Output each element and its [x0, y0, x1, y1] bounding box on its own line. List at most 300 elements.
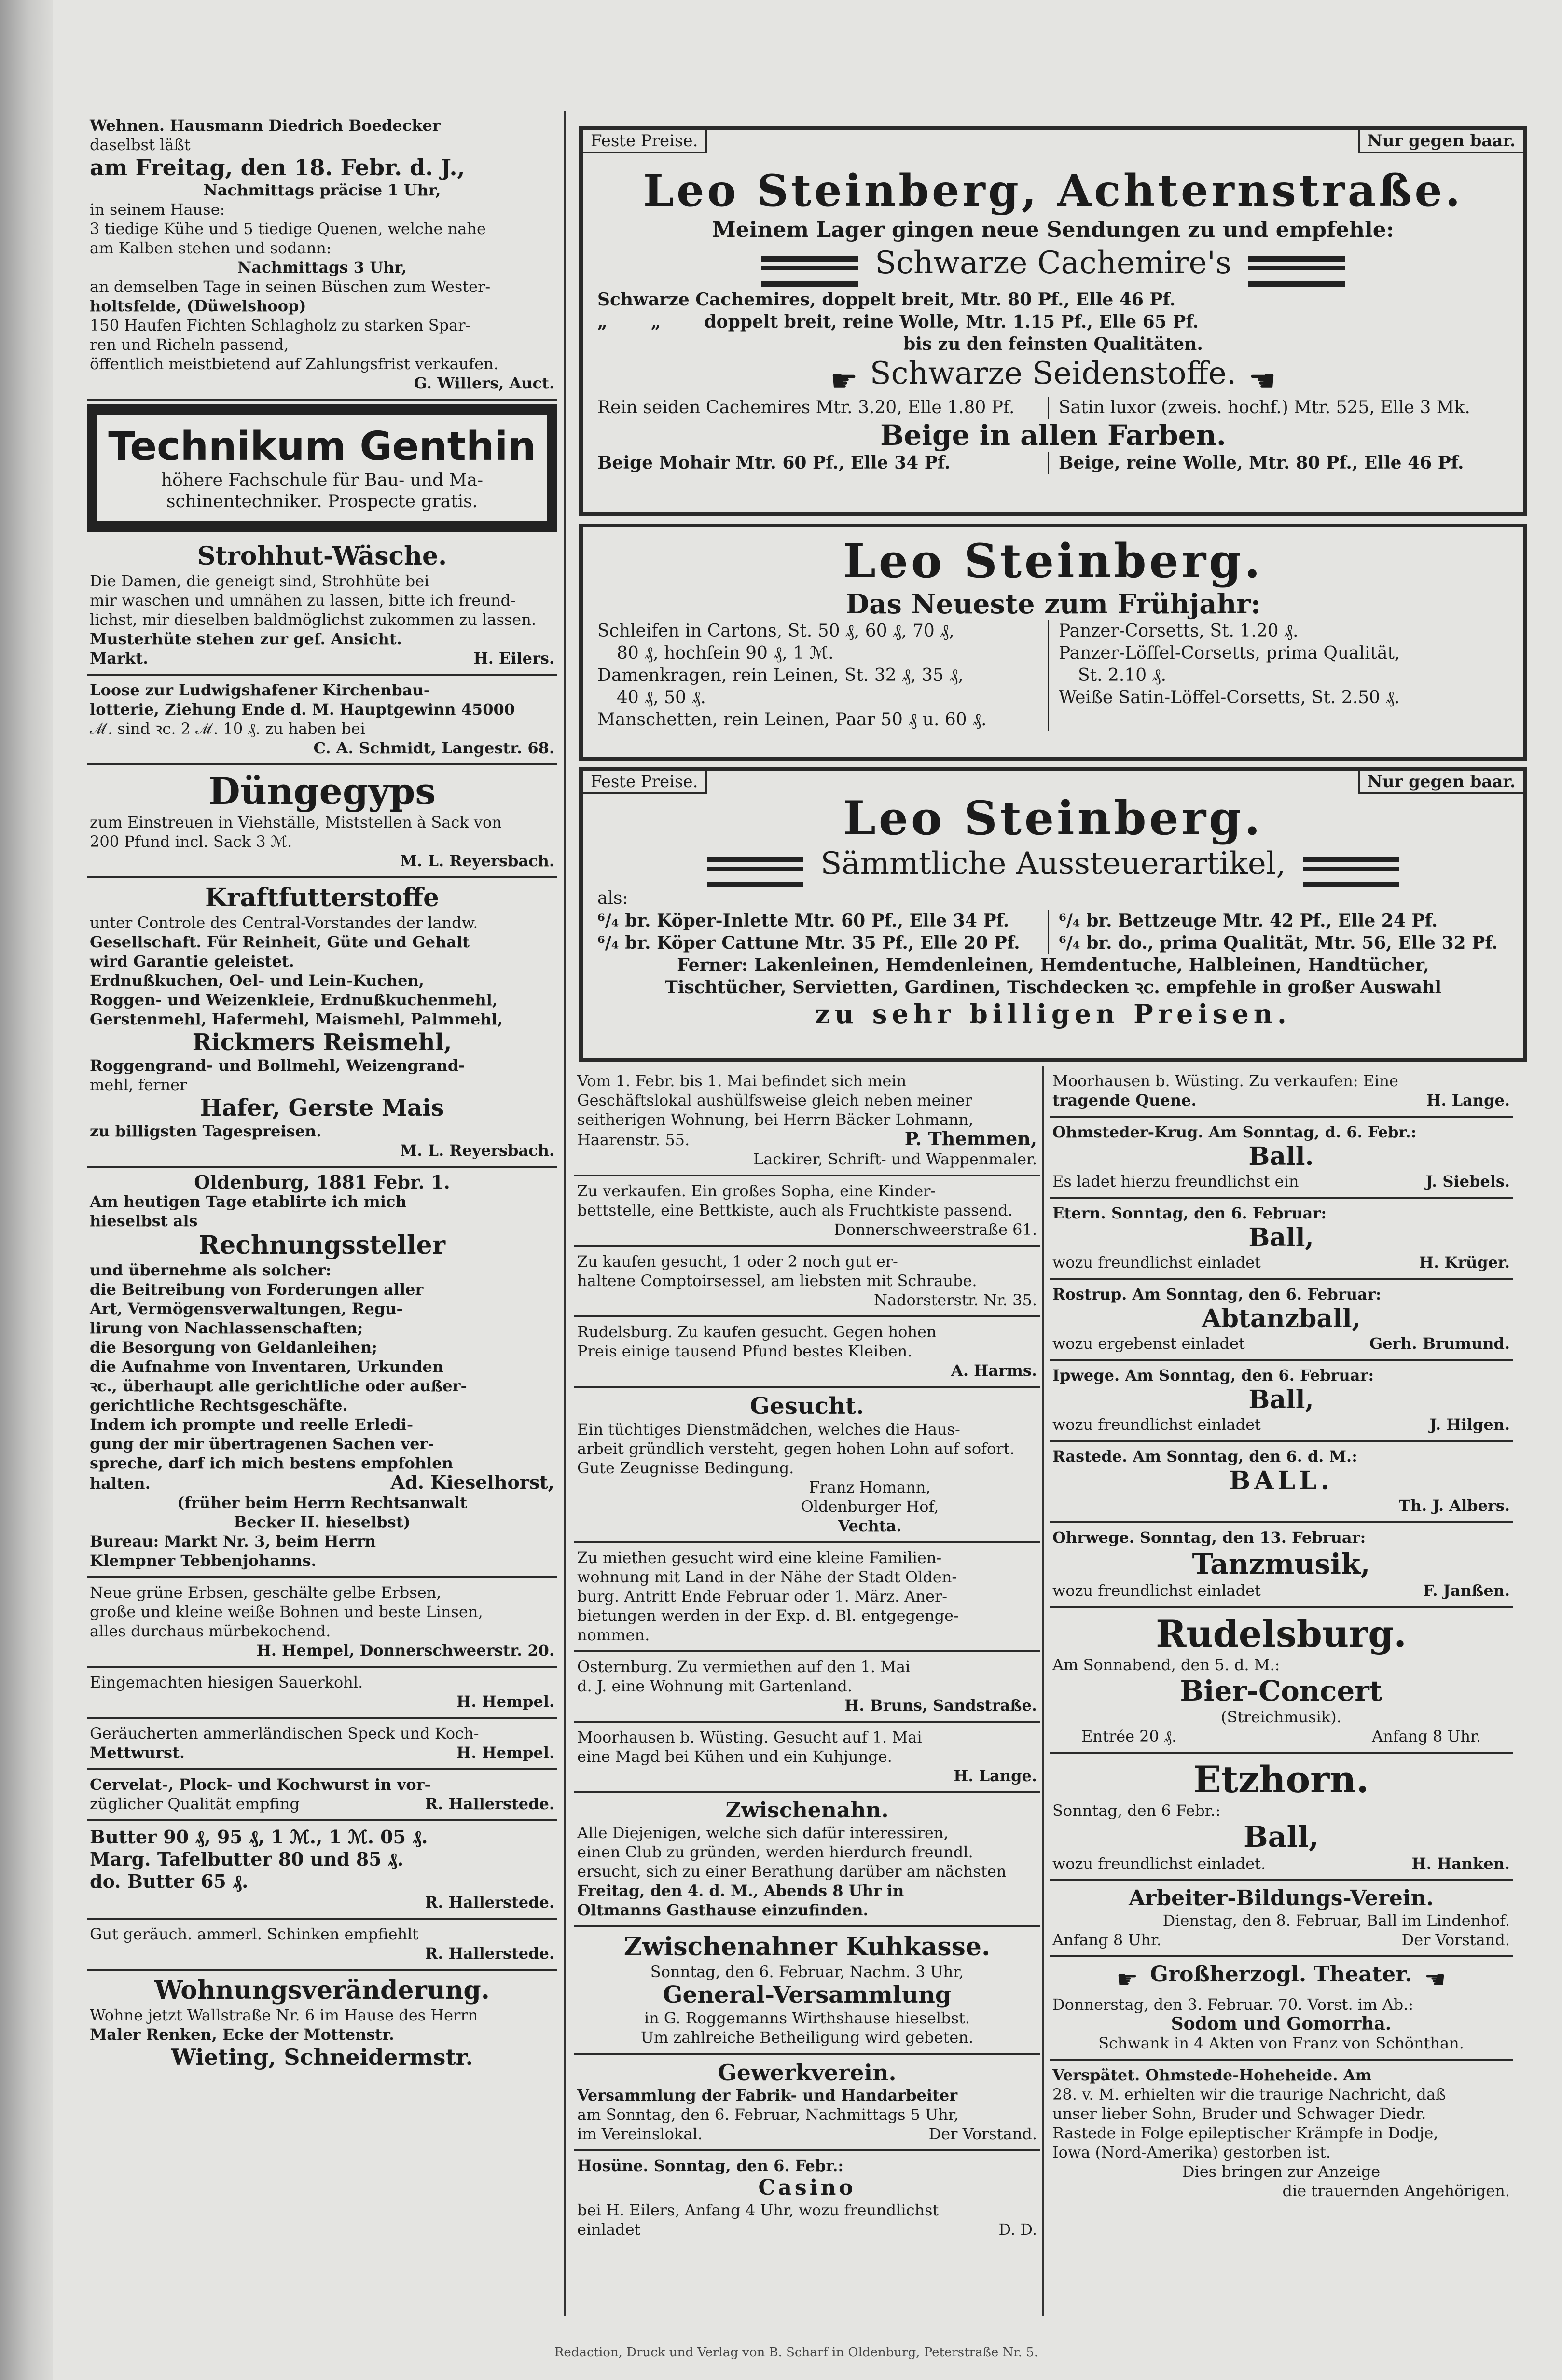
rechnung-line: Bureau: Markt Nr. 3, beim Herrn — [90, 1532, 376, 1550]
miethen-line: wohnung mit Land in der Nähe der Stadt Olden- — [577, 1568, 957, 1586]
ad-themmen — [574, 1066, 1040, 1176]
aussteuer-line: ⁶/₄ br. Köper-Inlette Mtr. 60 Pf., Elle 34 Pf. — [597, 910, 1009, 931]
ad-kraftfutter — [87, 878, 557, 1168]
hempel-row — [90, 1743, 554, 1762]
zwischenahn-line: einen Club zu gründen, werden hierdurch freundl. — [577, 1843, 973, 1861]
technikum-line: schinentechniker. Prospecte gratis. — [166, 492, 478, 512]
rostrup-row — [1052, 1334, 1510, 1353]
beige-col-right — [1048, 452, 1509, 474]
themmen-line: Geschäftslokal aushülfsweise gleich neben meiner — [577, 1091, 972, 1109]
ad-osternburg — [574, 1652, 1040, 1723]
cachemire-heading-row — [597, 245, 1509, 287]
technikum-panel — [97, 415, 547, 521]
ad-hallerstede-wurst — [87, 1770, 557, 1821]
pointing-hand-left-icon: ☚ — [1424, 1965, 1446, 1993]
lotterie-line: ℳ. sind ꝛc. 2 ℳ. 10 ₰. zu haben bei — [90, 720, 365, 738]
wohnung-line: Wohne jetzt Wallstraße Nr. 6 im Hause des Herrn — [90, 2006, 478, 2024]
fruehjahr-line: Panzer-Löffel-Corsetts, prima Qualität, — [1059, 643, 1400, 663]
aussteuer-prices — [597, 910, 1509, 954]
ipwege-heading: Ball, — [1248, 1385, 1314, 1414]
hosuene-line: Hosüne. Sonntag, den 6. Febr.: — [577, 2157, 844, 2175]
auction-line: 3 tiedige Kühe und 5 tiedige Quenen, welche nahe — [90, 220, 486, 238]
rechnung-line: die Aufnahme von Inventaren, Urkunden — [90, 1357, 444, 1376]
column-middle — [574, 1066, 1040, 2245]
kraftfutter-hafer: Hafer, Gerste Mais — [200, 1094, 444, 1121]
etern-heading: Ball, — [1248, 1223, 1314, 1252]
ad-etern — [1050, 1199, 1513, 1280]
fruehjahr-col-right — [1048, 620, 1509, 731]
zwischenahn-line: ersucht, sich zu einer Berathung darüber am nächsten — [577, 1862, 1007, 1881]
ipwege-line: wozu freundlichst einladet — [1052, 1415, 1261, 1434]
lotterie-line: lotterie, Ziehung Ende d. M. Hauptgewinn 45000 — [90, 700, 515, 719]
rule-ornament — [1248, 256, 1345, 287]
rostrup-signature: Gerh. Brumund. — [1369, 1334, 1510, 1353]
moorhausen-line: Moorhausen b. Wüsting. Gesucht auf 1. Mai — [577, 1728, 922, 1746]
wohnung-line: Maler Renken, Ecke der Mottenstr. — [90, 2025, 395, 2044]
rudel-signature: A. Harms. — [951, 1361, 1037, 1380]
seide-line: Rein seiden Cachemires Mtr. 3.20, Elle 1.80 Pf. — [597, 398, 1015, 417]
miethen-line: bietungen werden in der Exp. d. Bl. entgegenge- — [577, 1606, 959, 1625]
seide-col-right — [1048, 397, 1509, 419]
gewerkverein-line: Versammlung der Fabrik- und Handarbeiter — [577, 2086, 958, 2104]
rule-ornament — [1303, 857, 1399, 887]
ad-rostrup — [1050, 1280, 1513, 1361]
todesanzeige-line: 28. v. M. erhielten wir die traurige Nachricht, daß — [1052, 2085, 1446, 2103]
comptoir-line: haltene Comptoirsessel, am liebsten mit Schraube. — [577, 1272, 977, 1290]
etzhorn-heading: Etzhorn. — [1193, 1758, 1369, 1801]
cachemire-heading: Schwarze Cachemire's — [875, 245, 1231, 281]
rudelsburg-line: Am Sonnabend, den 5. d. M.: — [1052, 1656, 1280, 1674]
steinberg-name: Leo Steinberg. — [843, 534, 1263, 588]
lotterie-line: Loose zur Ludwigshafener Kirchenbau- — [90, 681, 430, 699]
fruehjahr-columns — [597, 620, 1509, 731]
fruehjahr-line: Schleifen in Cartons, St. 50 ₰, 60 ₰, 70 ₰, — [597, 621, 954, 641]
auction-line: 150 Haufen Fichten Schlagholz zu starken Spar- — [90, 316, 471, 334]
wohnung-signature: Wieting, Schneidermstr. — [171, 2044, 473, 2070]
zwischenahn-line: Alle Diejenigen, welche sich dafür interessiren, — [577, 1824, 949, 1842]
beige-line: Beige, reine Wolle, Mtr. 80 Pf., Elle 46 Pf. — [1059, 453, 1464, 473]
rudelsburg-line: Anfang 8 Uhr. — [1372, 1727, 1481, 1745]
zwischenahn-heading: Zwischenahn. — [725, 1798, 889, 1823]
auction-date: am Freitag, den 18. Febr. d. J., — [90, 154, 465, 180]
ad-hallerstede-butter — [87, 1821, 557, 1920]
cachemire-line: bis zu den feinsten Qualitäten. — [903, 333, 1203, 354]
ad-duengegyps — [87, 765, 557, 878]
hempel-line: alles durchaus mürbekochend. — [90, 1622, 331, 1640]
ad-wohnung — [87, 1971, 557, 2076]
ad-hosuene-casino — [574, 2151, 1040, 2245]
rechnung-line: Art, Vermögensverwaltungen, Regu- — [90, 1300, 403, 1318]
theater-line: Donnerstag, den 3. Februar. 70. Vorst. im Ab.: — [1052, 1995, 1414, 2014]
rechnung-line: Becker II. hieselbst) — [234, 1513, 411, 1531]
sopha-line: Donnerschweerstraße 61. — [834, 1220, 1037, 1239]
hosuene-row — [577, 2220, 1037, 2239]
miethen-line: burg. Antritt Ende Februar oder 1. März. Aner- — [577, 1587, 948, 1605]
gesucht-signature: Oldenburger Hof, — [801, 1497, 939, 1516]
hallerstede-price: Marg. Tafelbutter 80 und 85 ₰. — [90, 1848, 404, 1870]
ad-rudelsburg-kleiben — [574, 1317, 1040, 1388]
auction-line: am Kalben stehen und sodann: — [90, 239, 332, 257]
rechnung-line: (früher beim Herrn Rechtsanwalt — [177, 1494, 467, 1512]
auction-time: Nachmittags 3 Uhr, — [237, 258, 407, 277]
themmen-line: Lackirer, Schrift- und Wappenmaler. — [753, 1150, 1037, 1168]
imprint-footer: Redaction, Druck und Verlag von B. Scharf in Oldenburg, Peterstraße Nr. 5. — [554, 2345, 1038, 2360]
rudelsburg-row — [1052, 1727, 1510, 1746]
etzhorn-signature: H. Hanken. — [1411, 1854, 1510, 1873]
miethen-line: Zu miethen gesucht wird eine kleine Familien- — [577, 1549, 942, 1567]
kraftfutter-line: wird Garantie geleistet. — [90, 952, 294, 970]
ad-moorhausen-magd — [574, 1723, 1040, 1793]
hosuene-signature: D. D. — [998, 2220, 1037, 2239]
fruehjahr-line: St. 2.10 ₰. — [1078, 665, 1167, 685]
ad-ipwege — [1050, 1361, 1513, 1442]
gesucht-signature: Vechta. — [838, 1517, 902, 1535]
steinberg-name: Leo Steinberg, Achternstraße. — [643, 165, 1464, 216]
ad-gesucht — [574, 1388, 1040, 1543]
ad-auction-boedecker — [87, 111, 557, 401]
rechnung-line: lirung von Nachlassenschaften; — [90, 1319, 363, 1337]
sopha-line: bettstelle, eine Bettkiste, auch als Fruchtkiste passend. — [577, 1201, 1013, 1219]
strohhut-location: Markt. — [90, 649, 149, 667]
ad-steinberg-aussteuer — [579, 767, 1527, 1062]
zwischenahn-line: Freitag, den 4. d. M., Abends 8 Uhr in — [577, 1882, 904, 1900]
kuhkasse-heading: Zwischenahner Kuhkasse. — [623, 1932, 991, 1962]
rechnung-line: die Besorgung von Geldanleihen; — [90, 1338, 378, 1356]
aussteuer-heading: Sämmtliche Aussteuerartikel, — [820, 846, 1286, 882]
pointing-hand-right-icon: ☛ — [1116, 1965, 1138, 1993]
gewerkverein-row — [577, 2124, 1037, 2144]
steinberg-name: Leo Steinberg. — [843, 791, 1263, 845]
auction-line: öffentlich meistbietend auf Zahlungsfrist verkaufen. — [90, 355, 498, 373]
hempel-line: Geräucherten ammerländischen Speck und Koch- — [90, 1724, 479, 1743]
rechnung-signature: Ad. Kieselhorst, — [390, 1471, 554, 1493]
hallerstede-line: Gut geräuch. ammerl. Schinken empfiehlt — [90, 1925, 419, 1943]
ohm-row — [1052, 1172, 1510, 1191]
rechnung-line: gerichtliche Rechtsgeschäfte. — [90, 1396, 348, 1414]
seide-heading-row — [597, 355, 1509, 397]
ad-sopha — [574, 1176, 1040, 1247]
hallerstede-signature: R. Hallerstede. — [425, 1944, 554, 1963]
todesanzeige-line: Dies bringen zur Anzeige — [1182, 2162, 1381, 2181]
technikum-line: höhere Fachschule für Bau- und Ma- — [161, 470, 484, 490]
rudelsburg-concert: Bier-Concert — [1180, 1674, 1382, 1707]
ditto-mark: „ — [650, 311, 661, 332]
beige-heading: Beige in allen Farben. — [880, 419, 1226, 452]
aussteuer-line: Tischtücher, Servietten, Gardinen, Tischdecken ꝛc. empfehle in großer Auswahl — [664, 977, 1442, 997]
arbeiter-line: Anfang 8 Uhr. — [1052, 1931, 1161, 1949]
rechnung-line: hieselbst als — [90, 1212, 198, 1230]
rudelsburg-line: (Streichmusik). — [1221, 1708, 1341, 1726]
fruehjahr-col-left — [597, 620, 1048, 731]
hosuene-line: bei H. Eilers, Anfang 4 Uhr, wozu freundlichst — [577, 2201, 939, 2219]
gesucht-signature: Franz Homann, — [809, 1478, 931, 1496]
cachemire-line: Schwarze Cachemires, doppelt breit, Mtr. 80 Pf., Elle 46 Pf. — [597, 289, 1176, 310]
hallerstede-line: Cervelat-, Plock- und Kochwurst in vor- — [90, 1775, 431, 1794]
gewerkverein-heading: Gewerkverein. — [718, 2060, 897, 2086]
ad-zwischenahn-club — [574, 1793, 1040, 1927]
todesanzeige-signature: die trauernden Angehörigen. — [1282, 2181, 1510, 2200]
ad-kuhkasse — [574, 1927, 1040, 2055]
theater-heading: Großherzogl. Theater. — [1150, 1962, 1412, 1987]
seide-heading: Schwarze Seidenstoffe. — [870, 355, 1237, 391]
rostrup-line: wozu ergebenst einladet — [1052, 1334, 1245, 1353]
kraftfutter-reismehl: Rickmers Reismehl, — [192, 1029, 452, 1056]
fruehjahr-line: Manschetten, rein Leinen, Paar 50 ₰ u. 60 ₰. — [597, 710, 987, 730]
auction-line: holtsfelde, (Düwelshoop) — [90, 297, 306, 315]
fruehjahr-line: 80 ₰, hochfein 90 ₰, 1 ℳ. — [617, 643, 834, 663]
strohhut-footer — [90, 649, 554, 668]
kraftfutter-line: mehl, ferner — [90, 1076, 187, 1094]
kraftfutter-signature: M. L. Reyersbach. — [400, 1141, 554, 1160]
aussteuer-line: ⁶/₄ br. Köper Cattune Mtr. 35 Pf., Elle 20 Pf. — [597, 932, 1020, 953]
aussteuer-col-right — [1048, 910, 1509, 954]
strohhut-line: Musterhüte stehen zur gef. Ansicht. — [90, 630, 402, 648]
aussteuer-als: als: — [597, 888, 628, 908]
fruehjahr-line: Damenkragen, rein Leinen, St. 32 ₰, 35 ₰, — [597, 665, 964, 685]
ad-hempel-sauerkohl — [87, 1668, 557, 1719]
kraftfutter-line: Roggen- und Weizenkleie, Erdnußkuchenmehl, — [90, 991, 498, 1009]
fruehjahr-heading: Das Neueste zum Frühjahr: — [845, 588, 1261, 620]
fixed-prices-box: Feste Preise. — [583, 771, 707, 794]
ad-hempel-speck — [87, 1719, 557, 1770]
theater-heading-row — [1052, 1962, 1510, 1995]
strohhut-heading: Strohhut-Wäsche. — [197, 541, 447, 571]
rule-ornament — [761, 256, 858, 287]
todesanzeige-line: Rastede in Folge epileptischer Krämpfe in Dodje, — [1052, 2123, 1438, 2142]
aussteuer-line: ⁶/₄ br. Bettzeuge Mtr. 42 Pf., Elle 24 Pf. — [1059, 910, 1438, 931]
ditto-mark: „ — [597, 311, 608, 332]
strohhut-line: lichst, mir dieselben baldmöglichst zukommen zu lassen. — [90, 610, 536, 629]
wohnung-heading: Wohnungsveränderung. — [154, 1976, 490, 2005]
page-binding-edge — [0, 0, 53, 2380]
pointing-hand-right-icon: ☛ — [830, 363, 858, 399]
ad-theater — [1050, 1957, 1513, 2061]
hempel-signature: H. Hempel. — [456, 1692, 554, 1711]
rechnung-line: spreche, darf ich mich bestens empfohlen — [90, 1454, 453, 1472]
hallerstede-signature: R. Hallerstede. — [425, 1795, 554, 1813]
themmen-line: Haarenstr. 55. — [577, 1131, 690, 1149]
moorhausen-signature: H. Lange. — [954, 1767, 1037, 1785]
cash-only-box: Nur gegen baar. — [1358, 771, 1523, 794]
moorhausen-line: eine Magd bei Kühen und ein Kuhjunge. — [577, 1747, 892, 1766]
ohm-line: Es ladet hierzu freundlichst ein — [1052, 1172, 1299, 1190]
kraftfutter-heading: Kraftfutterstoffe — [205, 883, 440, 913]
fruehjahr-line: Weiße Satin-Löffel-Corsetts, St. 2.50 ₰. — [1059, 688, 1400, 707]
rule-ornament — [707, 857, 803, 887]
ad-ohmsteder-krug — [1050, 1118, 1513, 1199]
steinberg-intro: Meinem Lager gingen neue Sendungen zu und empfehle: — [712, 218, 1394, 242]
auction-time: Nachmittags präcise 1 Uhr, — [203, 181, 441, 199]
aussteuer-cheap-prices: zu sehr billigen Preisen. — [815, 998, 1291, 1029]
column-rule — [1042, 1066, 1044, 2316]
auction-line: in seinem Hause: — [90, 200, 225, 219]
todesanzeige-line: Verspätet. Ohmstede-Hoheheide. Am — [1052, 2065, 1372, 2084]
aussteuer-heading-row — [597, 845, 1509, 887]
auction-line: ren und Richeln passend, — [90, 335, 289, 354]
seide-prices — [597, 397, 1509, 419]
quene-row — [1052, 1091, 1510, 1110]
duengegyps-line: zum Einstreuen in Viehställe, Miststellen à Sack von — [90, 813, 502, 831]
auction-line: daselbst läßt — [90, 136, 191, 154]
rechnung-line: Am heutigen Tage etablirte ich mich — [90, 1192, 407, 1211]
etzhorn-ball: Ball, — [1243, 1820, 1319, 1854]
ad-rechnungssteller — [87, 1168, 557, 1578]
etzhorn-line: wozu freundlichst einladet. — [1052, 1854, 1266, 1873]
ipwege-signature: J. Hilgen. — [1429, 1415, 1510, 1434]
hempel-signature: H. Hempel. — [456, 1743, 554, 1762]
hallerstede-price: do. Butter 65 ₰. — [90, 1870, 249, 1892]
comptoir-line: Zu kaufen gesucht, 1 oder 2 noch gut er- — [577, 1252, 898, 1271]
kraftfutter-line: Erdnußkuchen, Oel- und Lein-Kuchen, — [90, 971, 424, 990]
kuhkasse-line: Sonntag, den 6. Februar, Nachm. 3 Uhr, — [650, 1963, 964, 1981]
ad-comptoirsessel — [574, 1247, 1040, 1317]
hempel-line: große und kleine weiße Bohnen und beste Linsen, — [90, 1603, 483, 1621]
etzhorn-line: Sonntag, den 6 Febr.: — [1052, 1801, 1221, 1820]
arbeiter-signature: Der Vorstand. — [1401, 1931, 1510, 1949]
rechnung-signature-row — [90, 1473, 554, 1493]
strohhut-line: mir waschen und umnähen zu lassen, bitte ich freund- — [90, 591, 516, 609]
rastede-line: Rastede. Am Sonntag, den 6. d. M.: — [1052, 1447, 1357, 1466]
rastede-signature: Th. J. Albers. — [1398, 1496, 1510, 1515]
beige-prices — [597, 452, 1509, 474]
gesucht-heading: Gesucht. — [750, 1393, 864, 1420]
ohrwege-heading: Tanzmusik, — [1192, 1548, 1370, 1580]
technikum-title: Technikum Genthin — [108, 424, 536, 470]
kuhkasse-line: in G. Roggemanns Wirthshause hieselbst. — [644, 2009, 970, 2027]
hallerstede-line: züglicher Qualität empfing — [90, 1795, 300, 1813]
arbeiter-row — [1052, 1930, 1510, 1950]
ohm-signature: J. Siebels. — [1425, 1172, 1510, 1190]
hallerstede-signature: R. Hallerstede. — [425, 1893, 554, 1911]
osternburg-line: Osternburg. Zu vermiethen auf den 1. Mai — [577, 1658, 911, 1676]
rostrup-heading: Abtanzball, — [1202, 1304, 1361, 1333]
etern-line: wozu freundlichst einladet — [1052, 1253, 1261, 1272]
rechnung-line: und übernehme als solcher: — [90, 1261, 332, 1279]
theater-line: Schwank in 4 Akten von Franz von Schönthan. — [1098, 2034, 1464, 2052]
ipwege-line: Ipwege. Am Sonntag, den 6. Februar: — [1052, 1366, 1374, 1384]
ohm-line: Ohmsteder-Krug. Am Sonntag, d. 6. Febr.: — [1052, 1123, 1417, 1141]
aussteuer-line: ⁶/₄ br. do., prima Qualität, Mtr. 56, Elle 32 Pf. — [1059, 932, 1498, 953]
auction-line: Wehnen. Hausmann Diedrich Boedecker — [90, 116, 441, 135]
etern-row — [1052, 1253, 1510, 1272]
gewerkverein-line: am Sonntag, den 6. Februar, Nachmittags 5 Uhr, — [577, 2105, 959, 2124]
rechnung-line: Indem ich prompte und reelle Erledi- — [90, 1415, 414, 1434]
beige-col-left — [597, 452, 1048, 474]
rechnung-line: gung der mir übertragenen Sachen ver- — [90, 1435, 434, 1453]
quene-line: tragende Quene. — [1052, 1091, 1197, 1109]
arbeiter-heading: Arbeiter-Bildungs-Verein. — [1129, 1886, 1434, 1910]
rechnung-line: Klempner Tebbenjohanns. — [90, 1551, 317, 1570]
hosuene-heading: Casino — [758, 2175, 856, 2200]
etern-line: Etern. Sonntag, den 6. Februar: — [1052, 1204, 1327, 1222]
column-right — [1050, 1066, 1513, 2206]
strohhut-signature: H. Eilers. — [473, 649, 554, 667]
hempel-signature: H. Hempel, Donnerschweerstr. 20. — [256, 1641, 554, 1660]
pointing-hand-left-icon: ☚ — [1248, 363, 1276, 399]
auction-signature: G. Willers, Auct. — [414, 374, 554, 392]
ohrwege-line: Ohrwege. Sonntag, den 13. Februar: — [1052, 1528, 1366, 1547]
hallerstede-price: Butter 90 ₰, 95 ₰, 1 ℳ., 1 ℳ. 05 ₰. — [90, 1826, 428, 1848]
miethen-line: nommen. — [577, 1626, 650, 1644]
rostrup-line: Rostrup. Am Sonntag, den 6. Februar: — [1052, 1285, 1382, 1303]
fruehjahr-line: Panzer-Corsetts, St. 1.20 ₰. — [1059, 621, 1299, 641]
cachemire-line: doppelt breit, reine Wolle, Mtr. 1.15 Pf., Elle 65 Pf. — [704, 311, 1199, 332]
ad-hallerstede-schinken — [87, 1920, 557, 1971]
hempel-line: Mettwurst. — [90, 1743, 185, 1762]
hempel-line: Neue grüne Erbsen, geschälte gelbe Erbsen, — [90, 1583, 442, 1602]
lotterie-signature: C. A. Schmidt, Langestr. 68. — [313, 739, 554, 757]
ad-ohrwege — [1050, 1523, 1513, 1608]
fixed-prices-box: Feste Preise. — [583, 130, 707, 153]
column-left — [87, 111, 557, 2076]
zwischenahn-line: Oltmanns Gasthause einzufinden. — [577, 1901, 869, 1919]
ipwege-row — [1052, 1415, 1510, 1434]
column-rule — [564, 111, 566, 2316]
rastede-heading: BALL. — [1229, 1466, 1333, 1495]
themmen-line: seitherigen Wohnung, bei Herrn Bäcker Lohmann, — [577, 1110, 974, 1129]
ad-rudelsburg-concert — [1050, 1608, 1513, 1754]
aussteuer-col-left — [597, 910, 1048, 954]
ohrwege-row — [1052, 1581, 1510, 1600]
quene-line: Moorhausen b. Wüsting. Zu verkaufen: Eine — [1052, 1072, 1398, 1090]
themmen-signature: P. Themmen, — [904, 1128, 1037, 1149]
hallerstede-row — [90, 1794, 554, 1813]
rechnung-heading: Rechnungssteller — [198, 1231, 446, 1260]
themmen-row — [577, 1129, 1037, 1149]
ad-steinberg-fruehjahr — [579, 524, 1527, 761]
rechnung-line: ꝛc., überhaupt alle gerichtliche oder außer- — [90, 1377, 467, 1395]
todesanzeige-line: unser lieber Sohn, Bruder und Schwager Diedr. — [1052, 2104, 1426, 2123]
quene-signature: H. Lange. — [1426, 1091, 1510, 1109]
sopha-line: Zu verkaufen. Ein großes Sopha, eine Kinder- — [577, 1182, 936, 1200]
hempel-line: Eingemachten hiesigen Sauerkohl. — [90, 1673, 363, 1691]
todesanzeige-line: Iowa (Nord-Amerika) gestorben ist. — [1052, 2143, 1331, 2161]
gesucht-line: arbeit gründlich versteht, gegen hohen Lohn auf sofort. — [577, 1439, 1015, 1458]
rudel-line: Preis einige tausend Pfund bestes Kleiben. — [577, 1342, 912, 1360]
ad-rastede — [1050, 1442, 1513, 1523]
kraftfutter-line: unter Controle des Central-Vorstandes der landw. — [90, 913, 478, 932]
gewerkverein-line: im Vereinslokal. — [577, 2125, 703, 2143]
ad-hempel-erbsen — [87, 1578, 557, 1668]
rudelsburg-line: Entrée 20 ₰. — [1081, 1727, 1177, 1745]
ad-etzhorn — [1050, 1754, 1513, 1881]
ohrwege-signature: F. Janßen. — [1423, 1581, 1510, 1600]
rudelsburg-heading: Rudelsburg. — [1156, 1612, 1407, 1655]
cash-only-box: Nur gegen baar. — [1358, 130, 1523, 153]
gewerkverein-signature: Der Vorstand. — [928, 2125, 1037, 2143]
gesucht-line: Ein tüchtiges Dienstmädchen, welches die Haus- — [577, 1420, 960, 1439]
fruehjahr-line: 40 ₰, 50 ₰. — [617, 688, 706, 707]
kuhkasse-subheading: General-Versammlung — [663, 1981, 952, 2008]
ad-miethen — [574, 1543, 1040, 1652]
ad-lotterie — [87, 676, 557, 765]
beige-line: Beige Mohair Mtr. 60 Pf., Elle 34 Pf. — [597, 453, 951, 473]
etzhorn-row — [1052, 1854, 1510, 1873]
etern-signature: H. Krüger. — [1419, 1253, 1510, 1272]
osternburg-line: d. J. eine Wohnung mit Gartenland. — [577, 1677, 853, 1695]
aussteuer-line: Ferner: Lakenleinen, Hemdenleinen, Hemdentuche, Halbleinen, Handtücher, — [677, 955, 1429, 975]
ad-gewerkverein — [574, 2055, 1040, 2151]
kraftfutter-line: zu billigsten Tagespreisen. — [90, 1122, 322, 1140]
ad-strohhut — [87, 537, 557, 676]
hosuene-line: einladet — [577, 2220, 641, 2239]
comptoir-line: Nadorsterstr. Nr. 35. — [873, 1291, 1037, 1309]
theater-play: Sodom und Gomorrha. — [1171, 2013, 1392, 2034]
ad-arbeiter-bildungs-verein — [1050, 1881, 1513, 1957]
ad-quene — [1050, 1066, 1513, 1118]
rudel-line: Rudelsburg. Zu kaufen gesucht. Gegen hohen — [577, 1323, 937, 1341]
kraftfutter-line: Roggengrand- und Bollmehl, Weizengrand- — [90, 1056, 465, 1075]
